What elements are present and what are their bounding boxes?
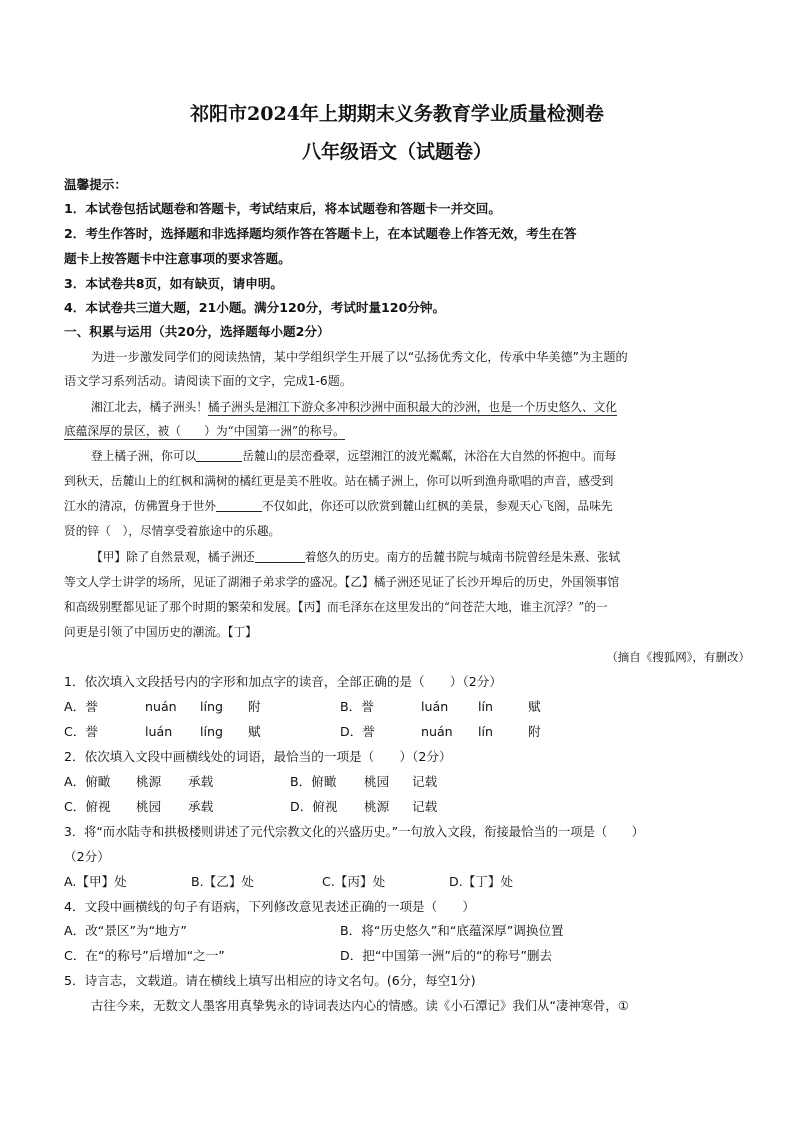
option-b: B．将“历史悠久”和“底蕴深厚”调换位置 xyxy=(340,923,564,938)
passage-text: 不仅如此，你还可以欣赏到麓山红枫的美景，参观天心飞阁，品味先 xyxy=(261,499,613,513)
option-c: C.【丙】处 xyxy=(322,874,386,889)
option-d: D．俯视 桃源 记载 xyxy=(290,799,438,814)
passage-line xyxy=(91,448,616,464)
section-intro: 为进一步激发同学们的阅读热情，某中学组织学生开展了以“弘扬优秀文化，传承中华美德”为主题的 xyxy=(91,350,628,364)
option-a: A.【甲】处 xyxy=(64,874,127,889)
section-intro: 语文学习系列活动。请阅读下面的文字，完成1-6题。 xyxy=(64,374,353,388)
passage-line: 等文人学士讲学的场所，见证了湖湘子弟求学的盛况。【乙】橘子洲还见证了长沙开埠后的历史，外国领事馆 xyxy=(64,575,620,589)
question-2: 2．依次填入文段中画横线处的词语，最恰当的一项是（ ）（2分） xyxy=(64,749,452,764)
passage-line xyxy=(91,549,620,565)
underlined-sentence: 底蕴深厚的景区，被（ ）为“中国第一洲”的称号。 xyxy=(64,424,345,438)
option-b: B.【乙】处 xyxy=(191,874,255,889)
underlined-sentence: 橘子洲头是湘江下游众多冲积沙洲中面积最大的沙洲，也是一个历史悠久、文化 xyxy=(207,400,617,414)
fill-blank xyxy=(216,499,262,512)
question-3-points: （2分） xyxy=(64,849,110,864)
option-a: A．改“景区”为“地方” xyxy=(64,923,187,938)
passage-line: 和高级别墅都见证了那个时期的繁荣和发展。【丙】而毛泽东在这里发出的“问苍茫大地，谁主沉浮？”的一 xyxy=(64,600,608,614)
passage-text: 岳麓山的层峦叠翠，远望湘江的波光粼粼，沐浴在大自然的怀抱中。而每 xyxy=(242,449,617,463)
option-b: B．俯瞰 桃园 记载 xyxy=(290,774,438,789)
passage-line xyxy=(64,423,345,439)
option-c: C．誉 luán líng 赋 xyxy=(64,724,261,739)
option-c: C．在“的称号”后增加“之一” xyxy=(64,948,225,963)
fill-blank xyxy=(255,550,305,563)
question-3: 3．将“而水陆寺和拱极楼则讲述了元代宗教文化的兴盛历史。”一句放入文段，衔接最恰当的一项是（ ） xyxy=(64,825,645,839)
option-a: A．俯瞰 桃源 承载 xyxy=(64,774,214,789)
option-b: B．誉 luán lín 赋 xyxy=(340,699,541,714)
tip-item: 3．本试卷共8页，如有缺页，请申明。 xyxy=(64,276,284,291)
option-d: D.【丁】处 xyxy=(449,874,514,889)
passage-source: （摘自《搜狐网》，有删改） xyxy=(606,650,750,664)
passage-line: 贤的锌（ ），尽情享受着旅途中的乐趣。 xyxy=(64,524,281,538)
question-4: 4．文段中画横线的句子有语病，下列修改意见表述正确的一项是（ ） xyxy=(64,899,476,914)
question-1: 1．依次填入文段括号内的字形和加点字的读音，全部正确的是（ ）（2分） xyxy=(64,674,502,689)
passage-line: 到秋天，岳麓山上的红枫和满树的橘红更是美不胜收。站在橘子洲上，你可以听到渔舟歌唱的声音，感受到 xyxy=(64,474,614,488)
passage-text: 登上橘子洲，你可以 xyxy=(91,449,197,463)
fill-blank xyxy=(196,449,242,462)
passage-line: 问更是引领了中国历史的潮流。【丁】 xyxy=(64,625,257,639)
tip-item: 1．本试卷包括试题卷和答题卡，考试结束后，将本试题卷和答题卡一并交回。 xyxy=(64,201,501,216)
passage-text: 着悠久的历史。南方的岳麓书院与城南书院曾经是朱熹、张轼 xyxy=(304,550,621,564)
passage-text: 湘江北去，橘子洲头！ xyxy=(91,400,208,414)
option-c: C．俯视 桃园 承载 xyxy=(64,799,214,814)
page-title: 祁阳市2024年上期期末义务教育学业质量检测卷 xyxy=(190,103,604,125)
question-5: 5．诗言志，文载道。请在横线上填写出相应的诗文名句。(6分，每空1分) xyxy=(64,973,476,988)
passage-line xyxy=(64,498,613,514)
option-d: D．把“中国第一洲”后的“的称号”删去 xyxy=(340,948,553,963)
passage-text: 【甲】除了自然景观，橘子洲还 xyxy=(91,550,255,564)
tip-item: 2．考生作答时，选择题和非选择题均须作答在答题卡上，在本试题卷上作答无效，考生在答 xyxy=(64,226,577,241)
tip-item: 4．本试卷共三道大题，21小题。满分120分，考试时量120分钟。 xyxy=(64,300,446,315)
tip-item: 题卡上按答题卡中注意事项的要求答题。 xyxy=(64,251,291,266)
tips-heading: 温馨提示： xyxy=(64,177,127,192)
option-d: D．誉 nuán lín 附 xyxy=(340,724,541,739)
passage-text: 江水的清凉，仿佛置身于世外 xyxy=(64,499,216,513)
page-subtitle: 八年级语文（试题卷） xyxy=(301,141,492,163)
option-a: A．誉 nuán líng 附 xyxy=(64,699,261,714)
question-5-text: 古往今来，无数文人墨客用真挚隽永的诗词表达内心的情感。读《小石潭记》我们从“凄神寒骨，① xyxy=(91,998,629,1013)
section-heading: 一、积累与运用（共20分，选择题每小题2分） xyxy=(64,324,330,339)
passage-line xyxy=(91,399,617,415)
